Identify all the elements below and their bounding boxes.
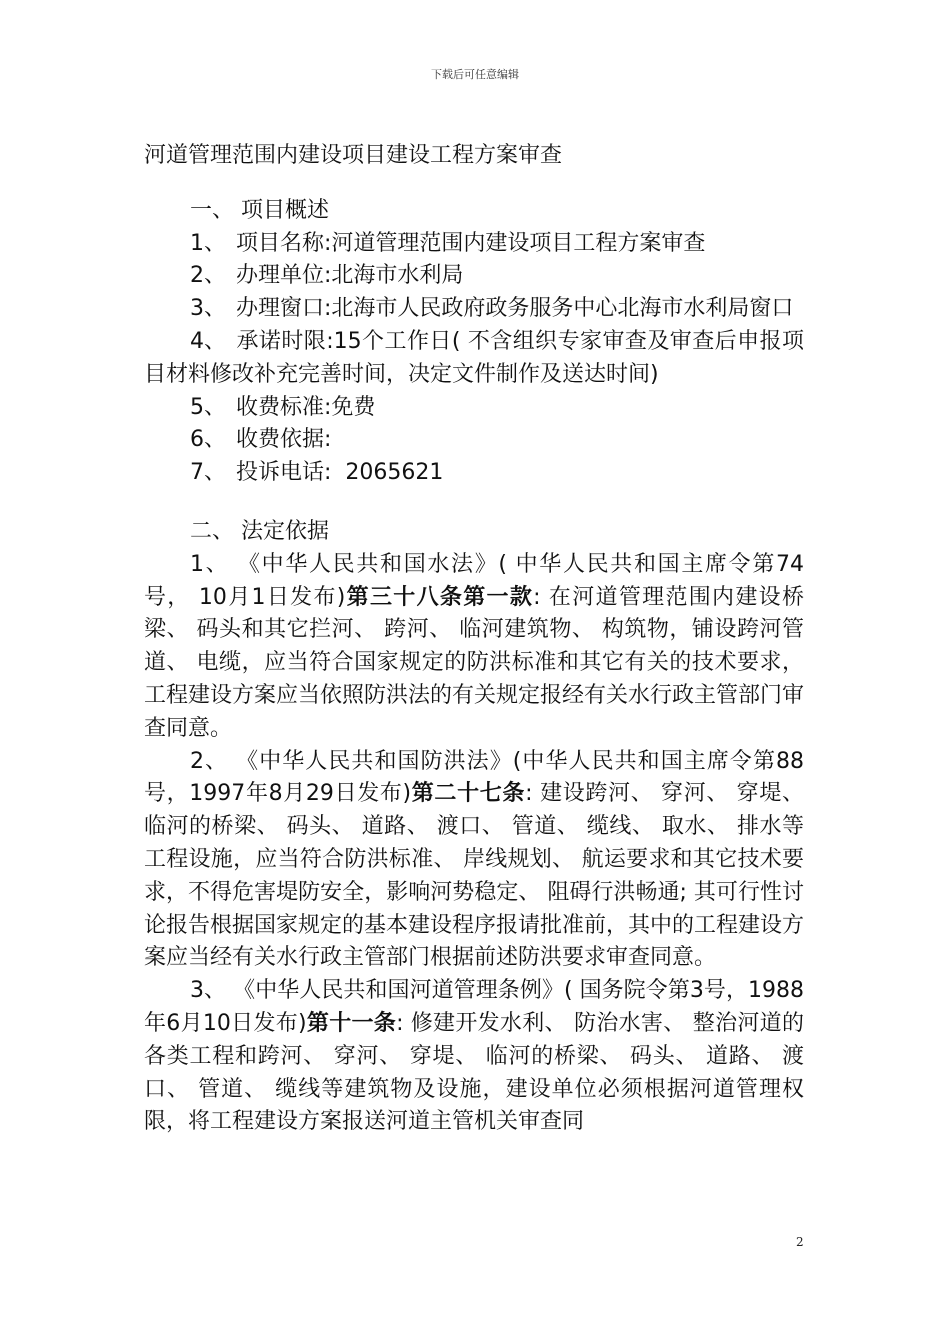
list-item: 6、 收费依据:	[190, 427, 332, 453]
section-heading-legal-basis: 二、 法定依据	[190, 518, 329, 544]
list-item: 5、 收费标准:免费	[190, 394, 376, 420]
list-item: 3、 办理窗口:北海市人民政府政务服务中心北海市水利局窗口	[190, 296, 794, 322]
legal-paragraph: 2、 《中华人民共和国防洪法》(中华人民共和国主席令第88号，1997年8月29日发布)第二十七条: 建设跨河、 穿河、 穿堤、 临河的桥梁、 码头、 道路、 渡口、 管道、 缆线、 取水、 排水等工程设施，应当符合防洪标准、 岸线规划、 航运要求和其它技术要求，不得危害堤防安全，影响河势稳定、 阻碍行洪畅通; 其可行性讨论报告根据国家规定的基本建设程序报请批准前，其中的工程建设方案应当经有关水行政主管部门根据前述防洪要求审查同意。	[144, 748, 805, 971]
list-item: 4、 承诺时限:15个工作日( 不含组织专家审查及审查后申报项目材料修改补充完善时间，决定文件制作及送达时间)	[144, 328, 804, 387]
legal-paragraph: 1、 《中华人民共和国水法》( 中华人民共和国主席令第74号， 10月1日发布)第三十八条第一款: 在河道管理范围内建设桥梁、 码头和其它拦河、 跨河、 临河建筑物、 构筑物，铺设跨河管道、 电缆，应当符合国家规定的防洪标准和其它有关的技术要求，工程建设方案应当依照防洪法的有关规定报经有关水行政主管部门审查同意。	[144, 551, 805, 741]
list-item: 1、 项目名称:河道管理范围内建设项目工程方案审查	[190, 230, 706, 256]
legal-paragraph: 3、 《中华人民共和国河道管理条例》( 国务院令第3号，1988年6月10日发布)第十一条: 修建开发水利、 防治水害、 整治河道的各类工程和跨河、 穿河、 穿堤、 临河的桥梁、 码头、 道路、 渡口、 管道、 缆线等建筑物及设施，建设单位必须根据河道管理权限，将工程建设方案报送河道主管机关审查同	[144, 978, 804, 1135]
list-item: 7、 投诉电话: 2065621	[190, 460, 444, 486]
page-number: 2	[796, 1235, 804, 1249]
section-heading-overview: 一、 项目概述	[190, 197, 329, 223]
document-title: 河道管理范围内建设项目建设工程方案审查	[144, 143, 563, 168]
document-body	[144, 140, 804, 1139]
page-header: 下载后可任意编辑	[431, 68, 519, 81]
list-item: 2、 办理单位:北海市水利局	[190, 263, 464, 289]
